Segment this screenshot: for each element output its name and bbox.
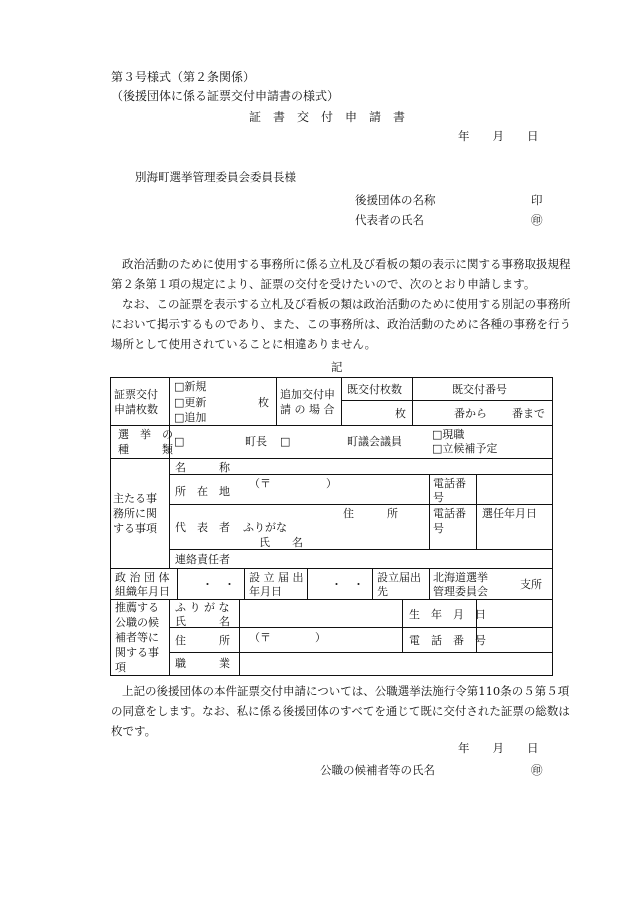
label-office-b: 務所に関: [113, 507, 157, 520]
label-additional-a: 追加交付申: [280, 388, 335, 401]
label-app-count-b: 申請枚数: [114, 403, 158, 416]
addressee: 別海町選挙管理委員会委員長様: [135, 170, 296, 184]
label-branch: 支所: [520, 578, 542, 591]
postal-mark: （〒 ）: [249, 477, 337, 490]
label-occupation: 職 業: [175, 657, 230, 670]
checkbox-incumbent[interactable]: □現職: [432, 428, 465, 441]
label-additional-b: 請 の 場 合: [280, 403, 335, 416]
label-number-to: 番まで: [512, 407, 545, 420]
label-tel-b: 号: [433, 491, 444, 504]
signer-seal-icon: ㊞: [531, 763, 543, 777]
label-cand-tel: 電 話 番 号: [409, 634, 486, 647]
label-tel2-b: 号: [433, 522, 444, 535]
label-cand-name: 氏 名: [175, 615, 230, 628]
label-org-date-a: 政 治 団 体: [115, 571, 170, 584]
label-issued-numbers: 既交付番号: [452, 383, 507, 396]
label-cand-furigana: ふ り が な: [175, 601, 230, 614]
label-shimei: 氏 名: [259, 536, 303, 549]
label-tel2-a: 電話番: [433, 507, 466, 520]
label-cand-a: 推薦する: [115, 601, 159, 614]
date-line: 年 月 日: [458, 129, 539, 143]
label-org-date-b: 組織年月日: [115, 585, 170, 598]
label-election-a: 選 挙 の: [118, 428, 173, 441]
ki-heading: 記: [331, 360, 343, 374]
label-cand-e: 項: [115, 661, 126, 674]
label-notif-to-b: 先: [377, 585, 388, 598]
label-birthdate: 生 年 月 日: [409, 608, 486, 621]
checkbox-candidate-planned[interactable]: □立候補予定: [432, 442, 498, 455]
rep-name-label: 代表者の氏名: [355, 213, 424, 227]
document-title: 証 書 交 付 申 請 書: [249, 110, 406, 124]
org-seal-icon: 印: [531, 193, 543, 207]
label-election-b: 種 類: [118, 443, 173, 456]
label-cand-c: 補者等に: [115, 631, 159, 644]
signer-label: 公職の候補者等の氏名: [320, 763, 435, 777]
label-issued-count: 既交付枚数: [347, 383, 402, 396]
label-location: 所 在 地: [175, 485, 230, 498]
label-office-c: する事項: [113, 522, 157, 535]
checkbox-new[interactable]: □新規: [174, 380, 207, 393]
label-app-count-a: 証票交付: [114, 388, 158, 401]
label-tel-a: 電話番: [433, 477, 466, 490]
checkbox-renew[interactable]: □更新: [174, 396, 207, 409]
label-office-name: 名 称: [175, 461, 230, 474]
paragraph-declaration: なお、この証票を表示する立札及び看板の類は政治活動のために使用する別記の事務所において掲示するものであり、また、この事務所は、政治活動のために各種の事務を行う場所として使用されていることに相違ありません。: [111, 297, 571, 351]
checkbox-council[interactable]: □: [280, 435, 291, 448]
label-office-a: 主たる事: [113, 492, 157, 505]
label-representative: 代 表 者: [175, 521, 230, 534]
label-furigana: ふりがな: [243, 521, 287, 534]
checkbox-add[interactable]: □追加: [174, 411, 207, 424]
unit-mai-2: 枚: [395, 407, 406, 420]
footer-date-line: 年 月 日: [458, 741, 539, 755]
cand-postal-mark: （〒 ）: [249, 631, 326, 644]
unit-mai: 枚: [258, 396, 269, 409]
label-hokkaido-a: 北海道選挙: [433, 571, 488, 584]
form-subtitle: （後援団体に係る証票交付申請書の様式）: [111, 89, 340, 103]
label-cand-address: 住 所: [175, 634, 230, 647]
label-contact: 連絡責任者: [175, 553, 230, 566]
label-cand-d: 関する事: [115, 646, 159, 659]
label-number-from: 番から: [454, 407, 487, 420]
label-notif-date-b: 年月日: [249, 585, 282, 598]
paragraph-request: 政治活動のために使用する事務所に係る立札及び看板の類の表示に関する事務取扱規程第２条第１項の規定により、証票の交付を受けたいので、次のとおり申請します。: [111, 257, 571, 291]
label-appointment-date: 選任年月日: [482, 507, 537, 520]
form-number: 第３号様式（第２条関係）: [111, 70, 256, 84]
label-cand-b: 公職の候: [115, 616, 159, 629]
label-notif-date-a: 設 立 届 出: [249, 571, 304, 584]
org-name-label: 後援団体の名称: [355, 193, 436, 207]
label-notif-to-a: 設立届出: [377, 571, 421, 584]
org-date-dots: ・ ・: [202, 578, 235, 591]
checkbox-mayor[interactable]: □: [174, 435, 185, 448]
consent-paragraph: 上記の後援団体の本件証票交付申請については、公職選挙法施行令第110条の５第５項の同意をします。なお、私に係る後援団体のすべてを通じて既に交付された証票の総数は 枚です。: [111, 684, 628, 738]
rep-seal-icon: ㊞: [531, 213, 543, 227]
notif-date-dots: ・ ・: [331, 578, 364, 591]
label-address: 住 所: [343, 507, 398, 520]
label-hokkaido-b: 管理委員会: [433, 585, 488, 598]
label-council: 町議会議員: [347, 435, 402, 448]
label-mayor: 町長: [245, 435, 267, 448]
